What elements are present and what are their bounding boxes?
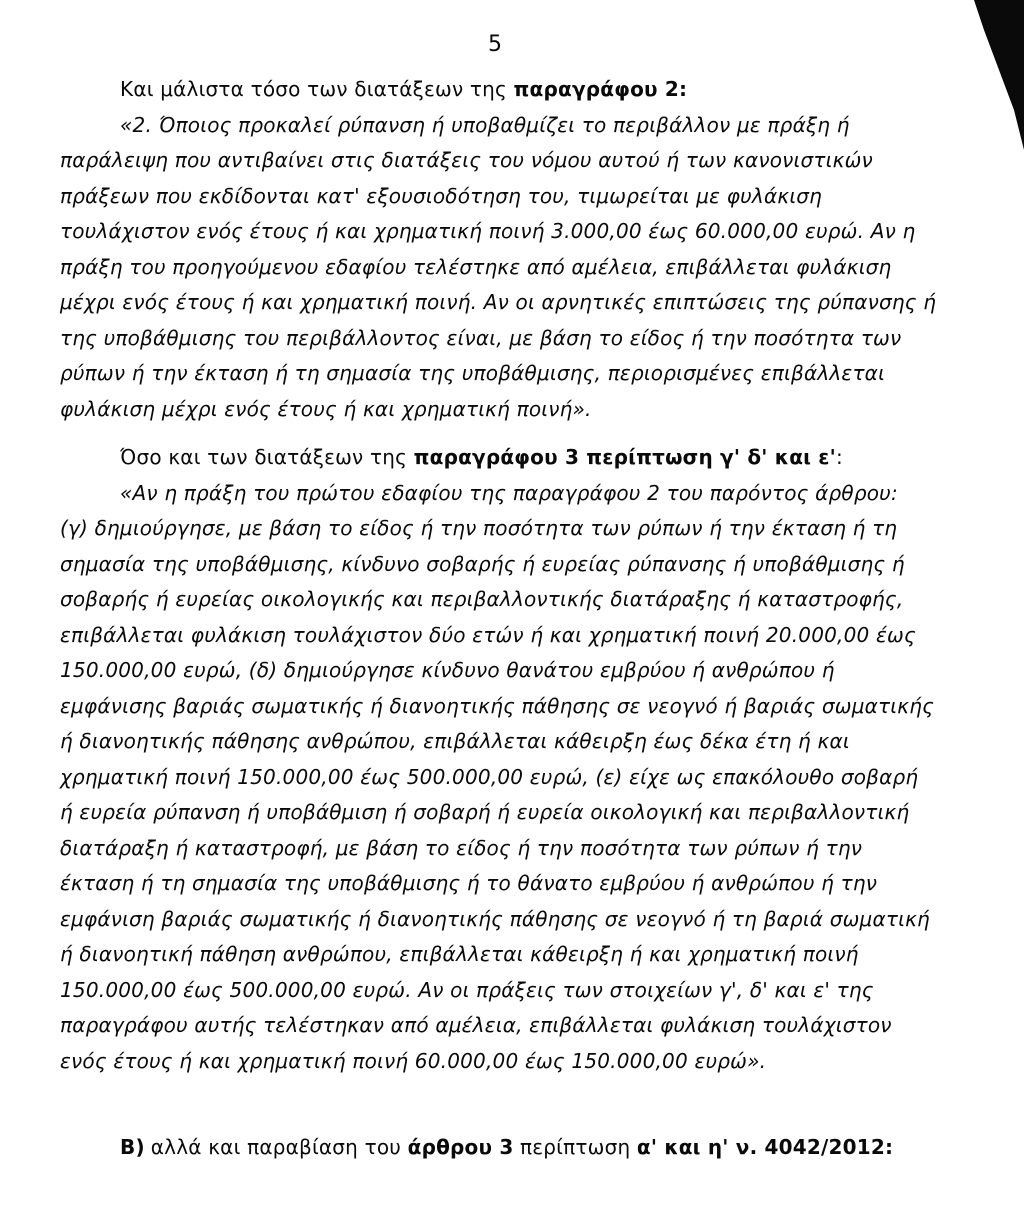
quote-line: σοβαρής ή ευρείας οικολογικής και περιβαλλοντικής διατάραξης ή καταστροφής, xyxy=(60,587,904,611)
quote-line: ρύπων ή την έκταση ή τη σημασία της υποβάθμισης, περιορισμένες επιβάλλεται xyxy=(60,361,886,385)
quote-line: εμφάνιση βαριάς σωματικής ή διανοητικής πάθησης σε νεογνό ή τη βαριά σωματική xyxy=(60,906,930,931)
quote-line: ενός έτους ή και χρηματική ποινή 60.000,00 έως 150.000,00 ευρώ». xyxy=(60,1048,767,1073)
quote-line: ή διανοητική πάθηση ανθρώπου, επιβάλλεται κάθειρξη ή και χρηματική ποινή xyxy=(60,942,859,966)
quote-line: «2. Όποιος προκαλεί ρύπανση ή υποβαθμίζει το περιβάλλον με πράξη ή xyxy=(120,112,850,137)
page-number: 5 xyxy=(488,32,502,57)
quote-line: χρηματική ποινή 150.000,00 έως 500.000,00 ευρώ, (ε) είχε ως επακόλουθο σοβαρή xyxy=(60,764,919,789)
quote-line: έκταση ή τη σημασία της υποβάθμισης ή το θάνατο εμβρύου ή ανθρώπου ή την xyxy=(60,871,878,895)
quote-line: παραγράφου αυτής τελέστηκαν από αμέλεια, επιβάλλεται φυλάκιση τουλάχιστον xyxy=(60,1013,892,1037)
quote-line: της υποβάθμισης του περιβάλλοντος είναι, με βάση το είδος ή την ποσότητα των xyxy=(60,325,902,350)
quote-line: σημασία της υποβάθμισης, κίνδυνο σοβαρής ή ευρείας ρύπανσης ή υποβάθμισης ή xyxy=(60,551,905,576)
quote-line: μέχρι ενός έτους ή και χρηματική ποινή. Αν οι αρνητικές επιπτώσεις της ρύπανσης ή xyxy=(60,290,937,314)
section-b-label: Β) xyxy=(120,1135,145,1159)
quote-line: τουλάχιστον ενός έτους ή και χρηματική ποινή 3.000,00 έως 60.000,00 ευρώ. Αν η xyxy=(60,219,916,243)
quote-line: πράξη του προηγούμενου εδαφίου τελέστηκε από αμέλεια, επιβάλλεται φυλάκιση xyxy=(60,254,892,279)
section-b-line: Β) αλλά και παραβίαση του άρθρου 3 περίπτωση α' και η' ν. 4042/2012: xyxy=(120,1135,894,1159)
quote-line: επιβάλλεται φυλάκιση τουλάχιστον δύο ετών ή και χρηματική ποινή 20.000,00 έως xyxy=(60,622,916,647)
section-2-intro: Όσο και των διατάξεων της παραγράφου 3 περίπτωση γ' δ' και ε': xyxy=(120,445,843,469)
section-1-intro: Και μάλιστα τόσο των διατάξεων της παραγράφου 2: xyxy=(120,77,688,101)
quote-line: πράξεων που εκδίδονται κατ' εξουσιοδότηση του, τιμωρείται με φυλάκιση xyxy=(60,183,823,208)
quote-line: «Αν η πράξη του πρώτου εδαφίου της παραγράφου 2 του παρόντος άρθρου: xyxy=(120,480,898,505)
quote-line: (γ) δημιούργησε, με βάση το είδος ή την ποσότητα των ρύπων ή την έκταση ή τη xyxy=(60,516,898,540)
quote-line: διατάραξη ή καταστροφή, με βάση το είδος ή την ποσότητα των ρύπων ή την xyxy=(60,835,863,860)
quote-line: ή διανοητικής πάθησης ανθρώπου, επιβάλλεται κάθειρξη έως δέκα έτη ή και xyxy=(60,729,850,753)
quote-line: ή ευρεία ρύπανση ή υποβάθμιση ή σοβαρή ή ευρεία οικολογική και περιβαλλοντική xyxy=(60,800,910,824)
quote-line: 150.000,00 έως 500.000,00 ευρώ. Αν οι πράξεις των στοιχείων γ', δ' και ε' της xyxy=(60,977,874,1002)
quote-line: παράλειψη που αντιβαίνει στις διατάξεις του νόμου αυτού ή των κανονιστικών xyxy=(60,148,873,172)
quote-line: 150.000,00 ευρώ, (δ) δημιούργησε κίνδυνο θανάτου εμβρύου ή ανθρώπου ή xyxy=(60,658,835,682)
quote-line: εμφάνισης βαριάς σωματικής ή διανοητικής πάθησης σε νεογνό ή βαριάς σωματικής xyxy=(60,693,935,718)
section-paragraph-3 xyxy=(60,440,960,1079)
section-paragraph-2 xyxy=(60,72,960,427)
section-b xyxy=(60,1130,960,1166)
quote-line: φυλάκιση μέχρι ενός έτους ή και χρηματική ποινή». xyxy=(60,396,592,421)
